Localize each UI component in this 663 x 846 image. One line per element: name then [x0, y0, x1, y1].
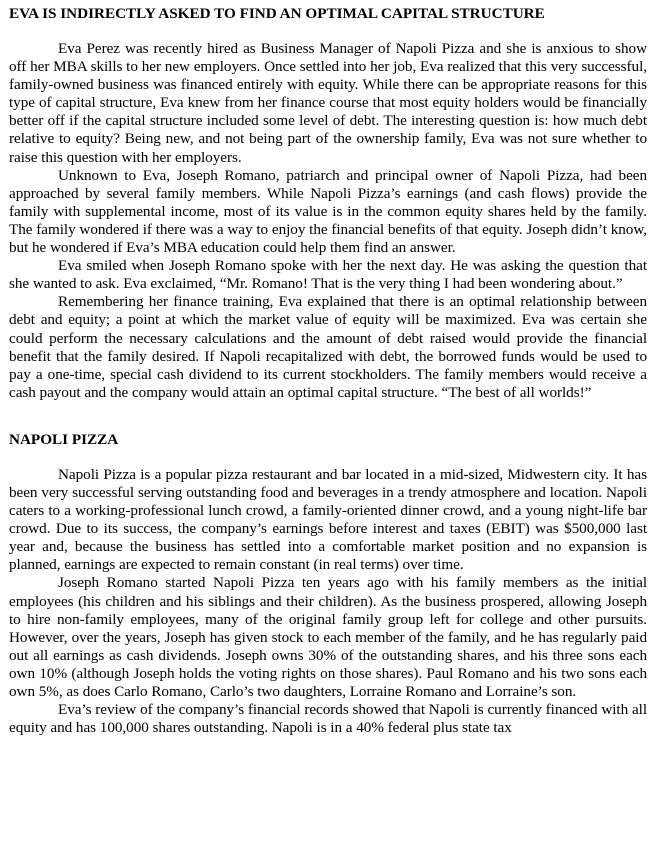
paragraph: Eva’s review of the company’s financial records showed that Napoli is currently financed with all equity and has 100,000 shares outstanding. Napoli is in a 40% federal plus state tax — [9, 701, 647, 737]
paragraph: Remembering her finance training, Eva explained that there is an optimal relationship between debt and equity; a point at which the market value of equity will be maximized. Eva was certain she could perform the necessary calculations and the amount of debt raised would provide the financial benefit that the family desired. If Napoli recapitalized with debt, the borrowed funds would be used to pay a one-time, special cash dividend to its current stockholders. The family members would receive a cash payout and the company would attain an optimal capital structure. “The best of all worlds!” — [9, 293, 647, 401]
paragraph: Unknown to Eva, Joseph Romano, patriarch and principal owner of Napoli Pizza, had been approached by several family members. While Napoli Pizza’s earnings (and cash flows) provide the family with supplemental income, most of its value is in the common equity shares held by the family. The family wondered if there was a way to enjoy the financial benefits of that equity. Joseph didn’t know, but he wondered if Eva’s MBA education could help them find an answer. — [9, 166, 647, 257]
section-heading-napoli-pizza: NAPOLI PIZZA — [9, 430, 119, 448]
paragraph: Eva Perez was recently hired as Business Manager of Napoli Pizza and she is anxious to show off her MBA skills to her new employers. Once settled into her job, Eva realized that this very successful, family-owned business was financed entirely with equity. While there can be appropriate reasons for this type of capital structure, Eva knew from her finance course that most equity holders would be financially better off if the capital structure included some level of debt. The interesting question is: how much debt relative to equity? Being new, and not being part of the ownership family, Eva was not sure whether to raise this question with her employers. — [9, 40, 647, 166]
paragraph: Eva smiled when Joseph Romano spoke with her the next day. He was asking the question that she wanted to ask. Eva exclaimed, “Mr. Romano! That is the very thing I had been wondering about.” — [9, 257, 647, 293]
section-heading-capital-structure: EVA IS INDIRECTLY ASKED TO FIND AN OPTIMAL CAPITAL STRUCTURE — [9, 5, 545, 22]
paragraph: Napoli Pizza is a popular pizza restaurant and bar located in a mid-sized, Midwestern city. It has been very successful serving outstanding food and beverages in a trendy atmosphere and location. Napoli caters to a working-professional lunch crowd, a family-oriented dinner crowd, and a young night-life bar crowd. Due to its success, the company’s earnings before interest and taxes (EBIT) was $500,000 last year and, because the business has settled into a comfortable market position and no expansion is planned, earnings are expected to remain constant (in real terms) over time. — [9, 465, 647, 574]
document-page — [9, 0, 647, 737]
paragraph: Joseph Romano started Napoli Pizza ten years ago with his family members as the initial employees (his children and his siblings and their children). As the business prospered, allowing Joseph to hire non-family employees, many of the original family group left for college and other pursuits. However, over the years, Joseph has given stock to each member of the family, and he has regularly paid out all earnings as cash dividends. Joseph owns 30% of the outstanding shares, and his three sons each own 10% (although Joseph holds the voting rights on those shares). Paul Romano and his two sons each own 5%, as does Carlo Romano, Carlo’s two daughters, Lorraine Romano and Lorraine’s son. — [9, 574, 647, 700]
